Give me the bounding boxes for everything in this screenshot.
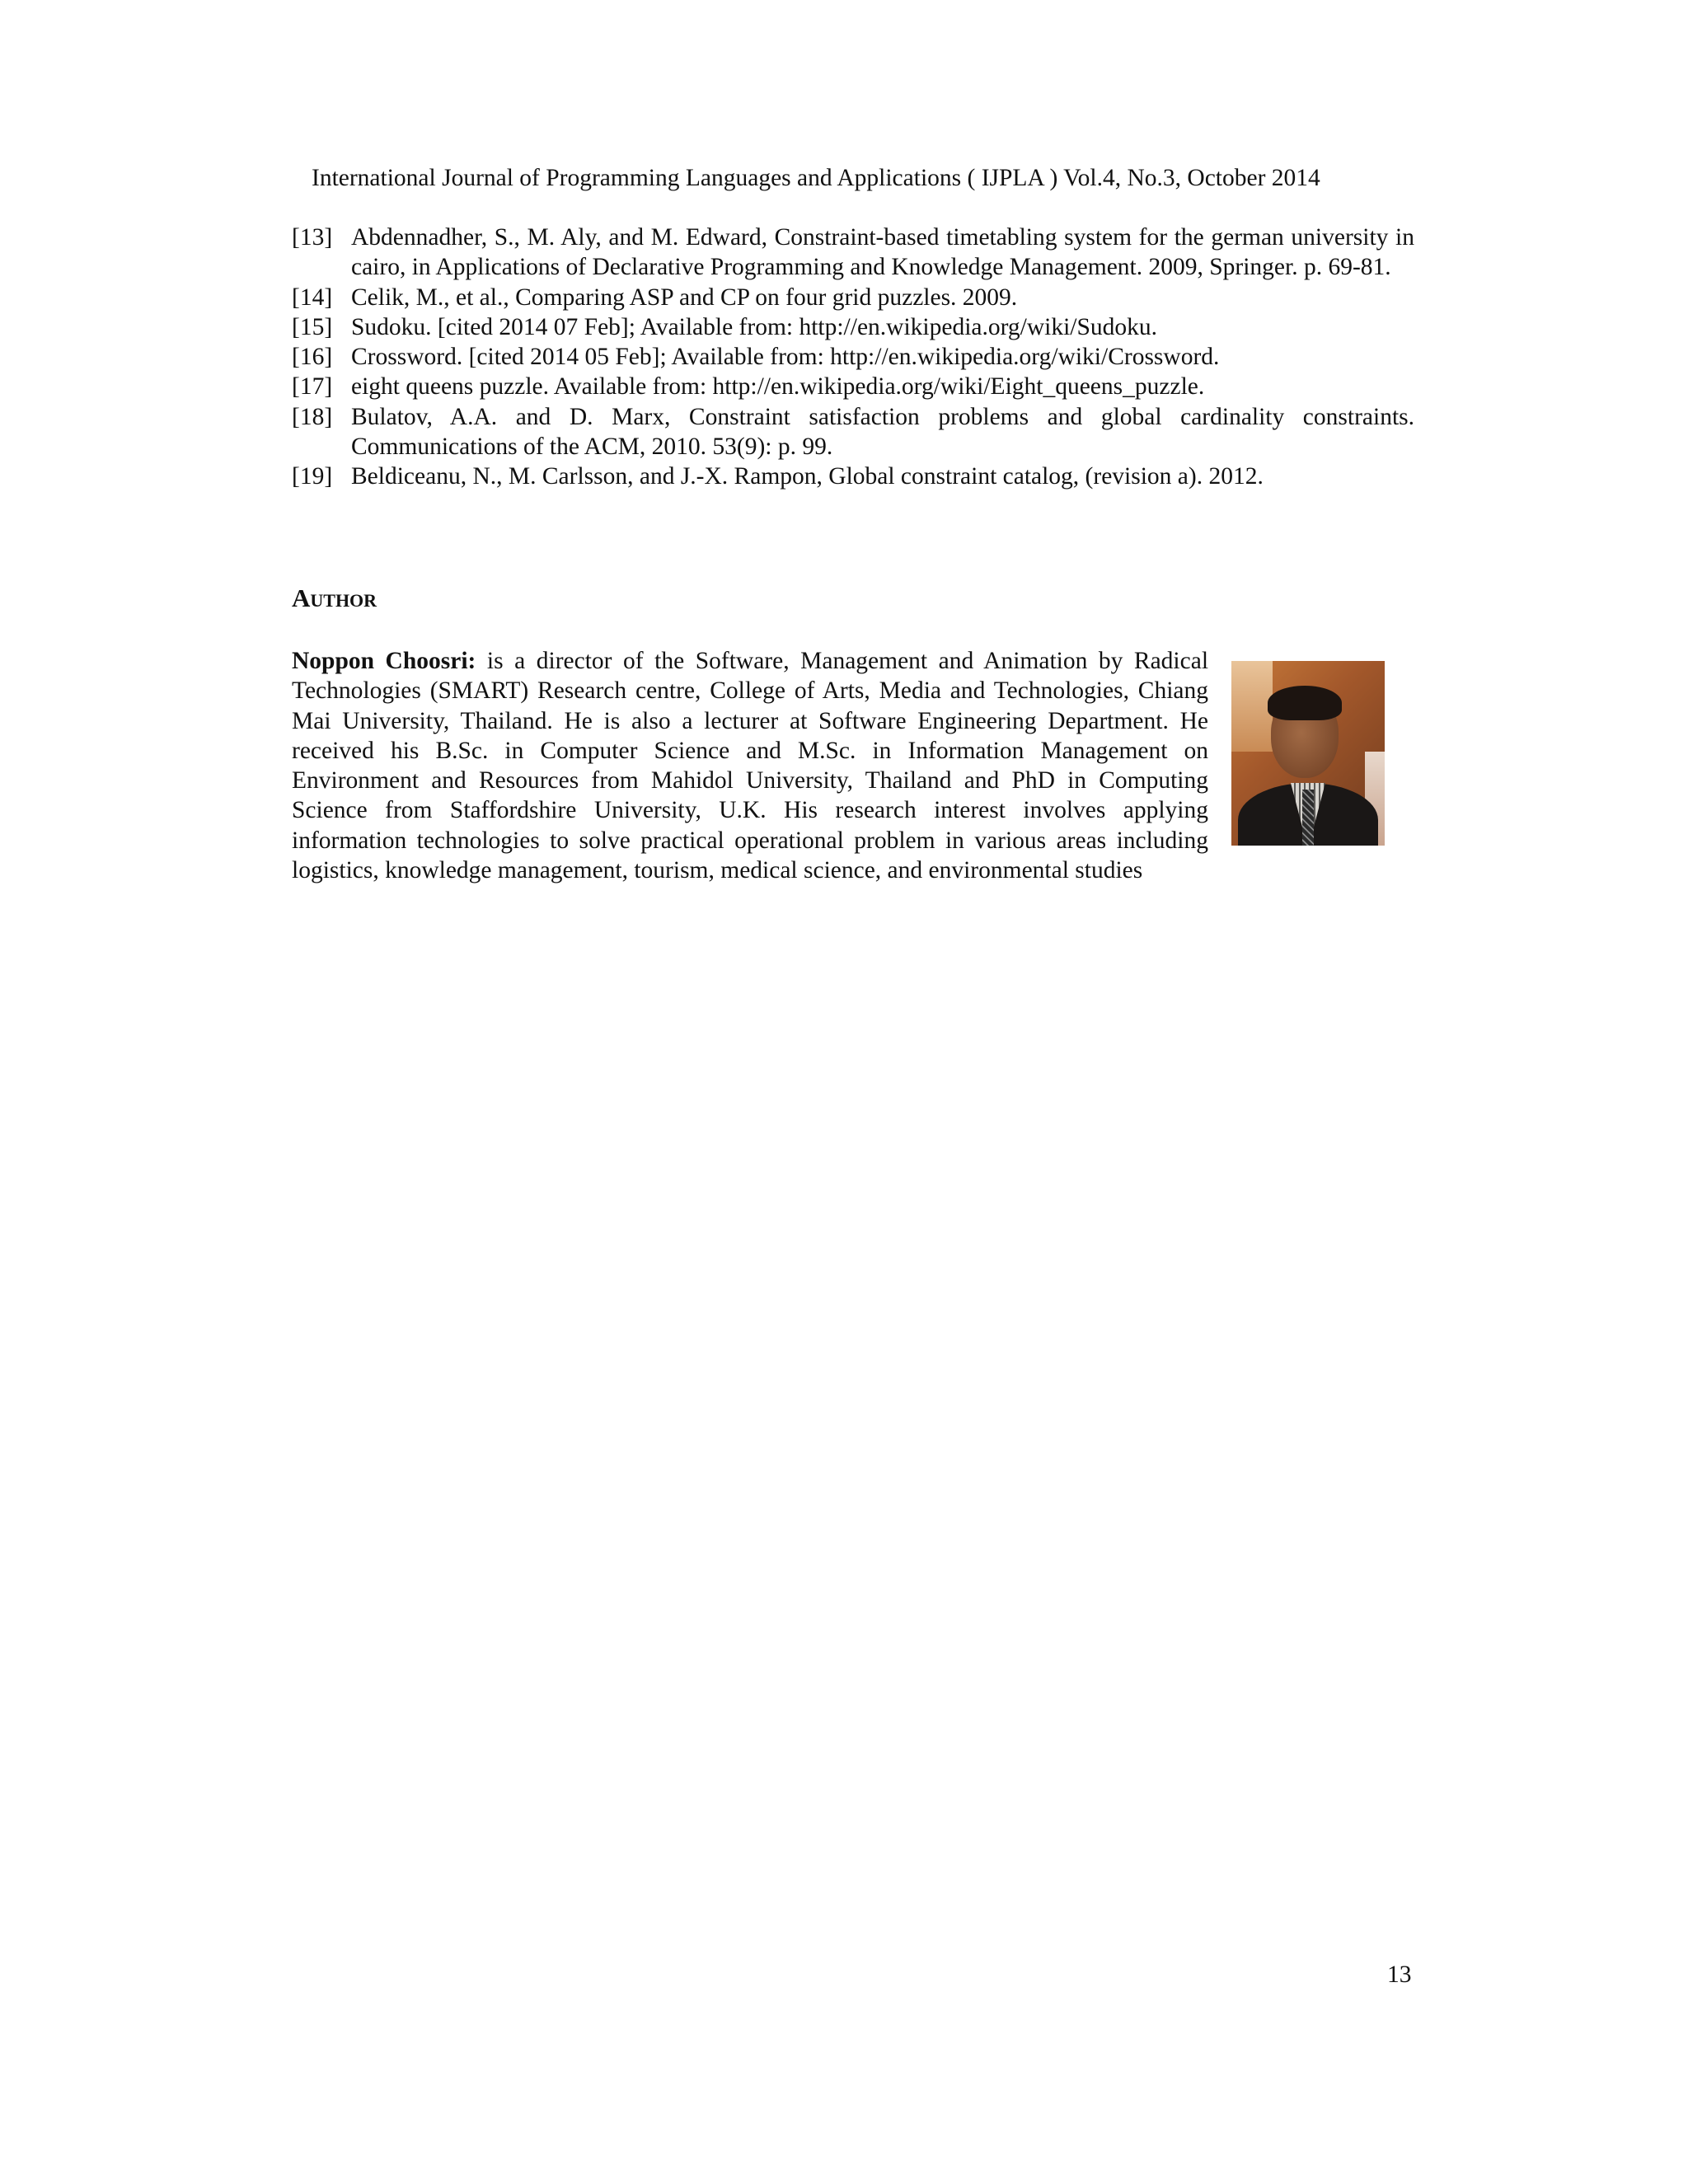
reference-item [292, 402, 1414, 462]
reference-item [292, 223, 1414, 283]
reference-list [292, 223, 1414, 492]
reference-item [292, 312, 1414, 342]
reference-text: Celik, M., et al., Comparing ASP and CP on four grid puzzles. 2009. [351, 284, 1018, 311]
reference-number: [16] [292, 344, 333, 371]
running-header: International Journal of Programming Languages and Applications ( IJPLA ) Vol.4, No.3, October 2014 [312, 165, 1320, 191]
reference-number: [18] [292, 403, 333, 430]
reference-number: [19] [292, 463, 333, 490]
reference-text: Crossword. [cited 2014 05 Feb]; Available from: http://en.wikipedia.org/wiki/Crossword. [351, 344, 1220, 371]
reference-text: Bulatov, A.A. and D. Marx, Constraint satisfaction problems and global cardinality constraints. Communications of the ACM, 2010. 53(9): p. 99. [351, 403, 1414, 461]
reference-number: [14] [292, 284, 333, 311]
author-section-heading: Author [292, 583, 377, 612]
reference-text: Abdennadher, S., M. Aly, and M. Edward, Constraint-based timetabling system for the german university in cairo, in Applications of Declarative Programming and Knowledge Management. 2009, Springer. p. 69-81. [351, 224, 1414, 281]
reference-item [292, 372, 1414, 401]
reference-item [292, 283, 1414, 312]
author-photo [1231, 661, 1385, 846]
reference-number: [17] [292, 373, 333, 401]
photo-tie [1302, 790, 1314, 846]
reference-text: Sudoku. [cited 2014 07 Feb]; Available from: http://en.wikipedia.org/wiki/Sudoku. [351, 313, 1158, 340]
author-bio [292, 646, 1414, 885]
author-name: Noppon Choosri: [292, 648, 476, 674]
page-number: 13 [1387, 1961, 1412, 1988]
author-bio-text: is a director of the Software, Management and Animation by Radical Technologies (SMART) Research centre, College of Arts, Media and Technologies, Chiang Mai University, Thailand. He is also a lecturer at Software Engineering Department. He received his B.Sc. in Computer Science and M.Sc. in Information Management on Environment and Resources from Mahidol University, Thailand and PhD in Computing Science from Staffordshire University, U.K. His research interest involves applying information technologies to solve practical operational problem in various areas including logistics, knowledge management, tourism, medical science, and environmental studies [292, 648, 1209, 884]
reference-item [292, 462, 1414, 491]
reference-number: [13] [292, 224, 333, 251]
photo-background [1231, 661, 1273, 752]
reference-item [292, 342, 1414, 372]
reference-number: [15] [292, 313, 333, 340]
reference-text: eight queens puzzle. Available from: http://en.wikipedia.org/wiki/Eight_queens_puzzle. [351, 373, 1205, 401]
photo-hair [1268, 686, 1342, 720]
reference-text: Beldiceanu, N., M. Carlsson, and J.-X. Rampon, Global constraint catalog, (revision a). 2012. [351, 463, 1264, 490]
